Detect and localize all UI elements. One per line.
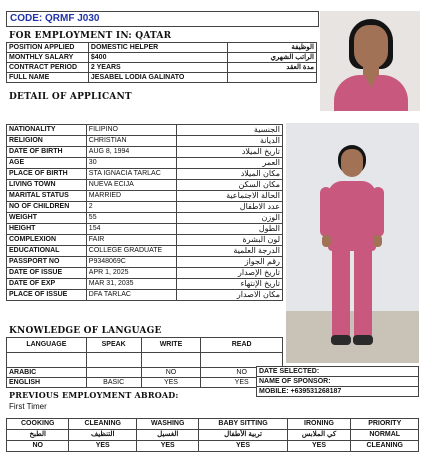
detail-value: MARRIED xyxy=(86,191,176,202)
top-info-value: $400 xyxy=(88,53,228,63)
detail-row xyxy=(7,169,283,180)
detail-value: 154 xyxy=(86,224,176,235)
skill-arabic: الطبخ xyxy=(7,430,69,441)
detail-label: RELIGION xyxy=(7,136,87,147)
lang-name: ENGLISH xyxy=(7,378,87,388)
detail-label: HEIGHT xyxy=(7,224,87,235)
code-box xyxy=(6,11,319,27)
detail-value: FAIR xyxy=(86,235,176,246)
detail-arabic: تاريخ الإصدار xyxy=(176,268,282,279)
lang-read: NO xyxy=(201,368,283,378)
detail-label: DATE OF BIRTH xyxy=(7,147,87,158)
detail-arabic: الجنسية xyxy=(176,125,282,136)
skill-value: YES xyxy=(287,441,351,452)
top-info-row xyxy=(7,73,317,83)
lang-speak: BASIC xyxy=(86,378,141,388)
detail-row xyxy=(7,235,283,246)
detail-row xyxy=(7,147,283,158)
detail-label: PLACE OF ISSUE xyxy=(7,290,87,301)
skill-header: COOKING xyxy=(7,419,69,430)
lang-header-speak: SPEAK xyxy=(86,338,141,353)
skill-header: IRONING xyxy=(287,419,351,430)
detail-label: PASSPORT NO xyxy=(7,257,87,268)
top-info-arabic: الوظيفة xyxy=(228,43,317,53)
top-info-value: DOMESTIC HELPER xyxy=(88,43,228,53)
top-info-label: MONTHLY SALARY xyxy=(7,53,89,63)
lang-header-read: READ xyxy=(201,338,283,353)
lang-header-write: WRITE xyxy=(141,338,201,353)
top-info-row xyxy=(7,53,317,63)
detail-arabic: مكان السكن xyxy=(176,180,282,191)
detail-value: FILIPINO xyxy=(86,125,176,136)
top-info-table xyxy=(6,42,317,83)
skill-value: YES xyxy=(199,441,287,452)
detail-row xyxy=(7,279,283,290)
top-info-arabic: مدة العقد xyxy=(228,63,317,73)
top-info-value: 2 YEARS xyxy=(88,63,228,73)
detail-arabic: لون البشرة xyxy=(176,235,282,246)
skill-value: CLEANING xyxy=(351,441,419,452)
employment-title: FOR EMPLOYMENT IN: QATAR xyxy=(9,31,172,41)
detail-value: AUG 8, 1994 xyxy=(86,147,176,158)
skill-value: NO xyxy=(7,441,69,452)
detail-value: NUEVA ECIJA xyxy=(86,180,176,191)
detail-label: NO OF CHILDREN xyxy=(7,202,87,213)
date-selected-label: DATE SELECTED: xyxy=(257,367,419,377)
selection-table xyxy=(256,366,419,397)
applicant-headshot xyxy=(320,11,420,111)
mobile-label: MOBILE: +639531268187 xyxy=(257,387,419,397)
detail-table xyxy=(6,124,283,301)
detail-arabic: العمر xyxy=(176,158,282,169)
detail-row xyxy=(7,202,283,213)
detail-label: NATIONALITY xyxy=(7,125,87,136)
top-info-arabic: الراتب الشهري xyxy=(228,53,317,63)
detail-row xyxy=(7,257,283,268)
language-table xyxy=(6,337,283,388)
detail-value: P9348069C xyxy=(86,257,176,268)
language-title: KNOWLEDGE OF LANGUAGE xyxy=(9,326,162,336)
detail-arabic: تاريخ الميلاد xyxy=(176,147,282,158)
detail-value: MAR 31, 2035 xyxy=(86,279,176,290)
detail-value: STA IGNACIA TARLAC xyxy=(86,169,176,180)
skill-header: PRIORITY xyxy=(351,419,419,430)
detail-label: DATE OF EXP xyxy=(7,279,87,290)
skills-table xyxy=(6,418,419,452)
detail-title: DETAIL OF APPLICANT xyxy=(9,92,132,102)
detail-arabic: الطول xyxy=(176,224,282,235)
top-info-label: POSITION APPLIED xyxy=(7,43,89,53)
skill-header: BABY SITTING xyxy=(199,419,287,430)
previous-employment-value: First Timer xyxy=(9,402,47,411)
detail-label: COMPLEXION xyxy=(7,235,87,246)
lang-header-language: LANGUAGE xyxy=(7,338,87,353)
detail-label: PLACE OF BIRTH xyxy=(7,169,87,180)
sponsor-label: NAME OF SPONSOR: xyxy=(257,377,419,387)
detail-arabic: رقم الجواز xyxy=(176,257,282,268)
lang-spacer xyxy=(7,353,87,368)
detail-row xyxy=(7,268,283,279)
detail-value: 2 xyxy=(86,202,176,213)
applicant-full-body-photo xyxy=(286,123,419,363)
lang-write: YES xyxy=(141,378,201,388)
detail-label: MARITAL STATUS xyxy=(7,191,87,202)
detail-value: COLLEGE GRADUATE xyxy=(86,246,176,257)
detail-row xyxy=(7,213,283,224)
skill-arabic: تربية الأطفال xyxy=(199,430,287,441)
skill-header: WASHING xyxy=(136,419,198,430)
detail-row xyxy=(7,136,283,147)
detail-value: DFA TARLAC xyxy=(86,290,176,301)
detail-arabic: الحالة الاجتماعية xyxy=(176,191,282,202)
code-label: CODE: QRMF J030 xyxy=(10,13,100,24)
detail-arabic: مكان الميلاد xyxy=(176,169,282,180)
detail-row xyxy=(7,290,283,301)
detail-arabic: عدد الاطفال xyxy=(176,202,282,213)
detail-label: WEIGHT xyxy=(7,213,87,224)
skill-arabic: الغسيل xyxy=(136,430,198,441)
detail-row xyxy=(7,180,283,191)
detail-value: CHRISTIAN xyxy=(86,136,176,147)
detail-row xyxy=(7,246,283,257)
skill-arabic: كي الملابس xyxy=(287,430,351,441)
lang-name: ARABIC xyxy=(7,368,87,378)
detail-row xyxy=(7,125,283,136)
detail-label: AGE xyxy=(7,158,87,169)
top-info-label: FULL NAME xyxy=(7,73,89,83)
lang-read: YES xyxy=(201,378,283,388)
top-info-arabic xyxy=(228,73,317,83)
skill-arabic: التنظيف xyxy=(69,430,137,441)
detail-label: EDUCATIONAL xyxy=(7,246,87,257)
detail-arabic: الوزن xyxy=(176,213,282,224)
detail-arabic: الدرجة العلمية xyxy=(176,246,282,257)
detail-row xyxy=(7,191,283,202)
detail-value: 30 xyxy=(86,158,176,169)
top-info-row xyxy=(7,43,317,53)
skill-arabic: NORMAL xyxy=(351,430,419,441)
detail-arabic: الديانة xyxy=(176,136,282,147)
detail-value: 55 xyxy=(86,213,176,224)
detail-label: DATE OF ISSUE xyxy=(7,268,87,279)
top-info-label: CONTRACT PERIOD xyxy=(7,63,89,73)
detail-arabic: تاريخ الإنتهاء xyxy=(176,279,282,290)
detail-row xyxy=(7,224,283,235)
detail-arabic: مكان الاصدار xyxy=(176,290,282,301)
skill-value: YES xyxy=(136,441,198,452)
detail-label: LIVING TOWN xyxy=(7,180,87,191)
lang-speak xyxy=(86,368,141,378)
top-info-row xyxy=(7,63,317,73)
top-info-value: JESABEL LODIA GALINATO xyxy=(88,73,228,83)
detail-value: APR 1, 2025 xyxy=(86,268,176,279)
skill-header: CLEANING xyxy=(69,419,137,430)
lang-write: NO xyxy=(141,368,201,378)
skill-value: YES xyxy=(69,441,137,452)
detail-row xyxy=(7,158,283,169)
previous-employment-title: PREVIOUS EMPLOYMENT ABROAD: xyxy=(9,390,179,400)
